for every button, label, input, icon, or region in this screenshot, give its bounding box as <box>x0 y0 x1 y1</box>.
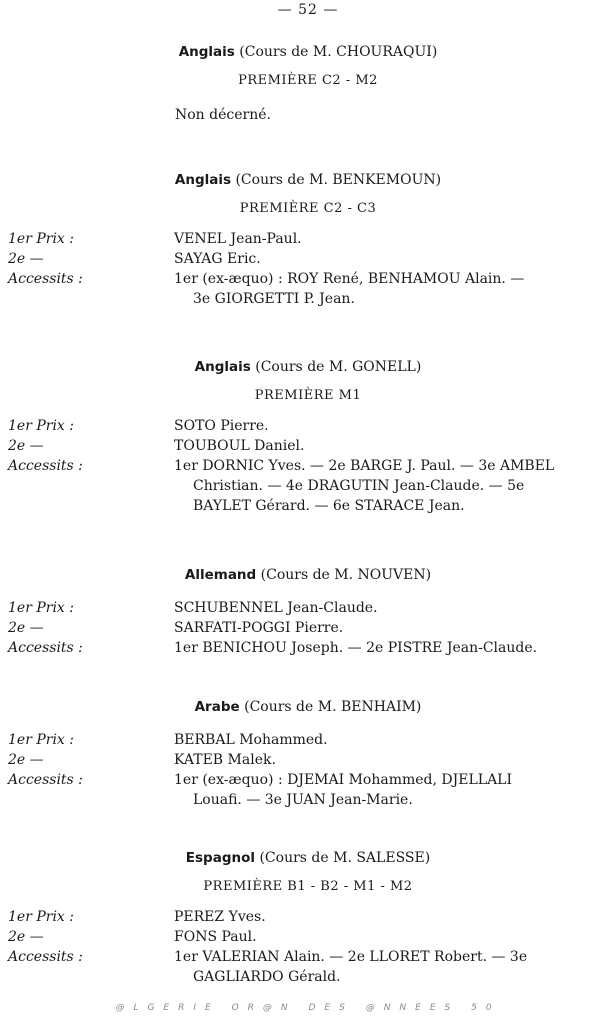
award-row <box>0 598 616 618</box>
award-row <box>0 456 616 476</box>
teacher-name: (Cours de M. BENHAIM) <box>239 699 422 715</box>
section-heading <box>0 170 616 190</box>
subject-name: Anglais <box>178 44 235 60</box>
section-heading <box>0 697 616 717</box>
class-title: PREMIÈRE B1 - B2 - M1 - M2 <box>203 879 413 894</box>
award-value: BAYLET Gérard. — 6e STARACE Jean. <box>193 498 465 514</box>
awards-list <box>0 229 616 309</box>
award-label: Accessits : <box>8 772 83 788</box>
class-title: PREMIÈRE C2 - C3 <box>239 201 377 216</box>
awards-list <box>0 730 616 810</box>
section-espagnol-salesse <box>0 848 616 987</box>
awards-list <box>0 416 616 516</box>
award-value: FONS Paul. <box>174 929 257 945</box>
section-heading <box>0 42 616 62</box>
award-value: SOTO Pierre. <box>174 418 269 434</box>
award-row <box>0 770 616 790</box>
section-anglais-benkemoun <box>0 170 616 309</box>
awards-list <box>0 907 616 987</box>
award-row <box>0 750 616 770</box>
page-number: — 52 — <box>277 2 339 18</box>
award-label: 2e — <box>8 752 44 768</box>
class-title: PREMIÈRE M1 <box>254 388 362 403</box>
award-label: 2e — <box>8 929 44 945</box>
class-title: PREMIÈRE C2 - M2 <box>238 73 378 88</box>
teacher-name: (Cours de M. CHOURAQUI) <box>234 44 438 60</box>
section-heading <box>0 848 616 868</box>
award-value: KATEB Malek. <box>174 752 276 768</box>
award-label: 1er Prix : <box>8 600 74 616</box>
award-value: 3e GIORGETTI P. Jean. <box>193 291 355 307</box>
award-row <box>0 269 616 289</box>
award-row-continuation <box>0 967 616 987</box>
teacher-name: (Cours de M. SALESSE) <box>255 850 431 866</box>
award-row <box>0 249 616 269</box>
award-row <box>0 907 616 927</box>
section-anglais-gonell <box>0 357 616 516</box>
award-row-continuation <box>0 289 616 309</box>
award-label: 1er Prix : <box>8 732 74 748</box>
award-value: TOUBOUL Daniel. <box>174 438 305 454</box>
award-label: Accessits : <box>8 640 83 656</box>
award-row <box>0 927 616 947</box>
award-label: 1er Prix : <box>8 418 74 434</box>
award-label: Accessits : <box>8 271 83 287</box>
teacher-name: (Cours de M. NOUVEN) <box>256 567 432 583</box>
subject-name: Anglais <box>174 172 232 188</box>
teacher-name: (Cours de M. GONELL) <box>250 359 422 375</box>
award-value: BERBAL Mohammed. <box>174 732 328 748</box>
award-value: GAGLIARDO Gérald. <box>193 969 341 985</box>
teacher-name: (Cours de M. BENKEMOUN) <box>231 172 442 188</box>
section-anglais-chouraqui <box>0 42 616 125</box>
award-row <box>0 436 616 456</box>
award-row <box>0 638 616 658</box>
award-label: 1er Prix : <box>8 231 74 247</box>
awards-list <box>0 598 616 658</box>
award-label: Accessits : <box>8 949 83 965</box>
award-value: SCHUBENNEL Jean-Claude. <box>174 600 378 616</box>
award-row-continuation <box>0 476 616 496</box>
award-row <box>0 730 616 750</box>
award-row <box>0 947 616 967</box>
award-value: 1er (ex-æquo) : ROY René, BENHAMOU Alain. — <box>174 271 525 287</box>
award-row-continuation <box>0 790 616 810</box>
award-value: Louafi. — 3e JUAN Jean-Marie. <box>193 792 413 808</box>
award-value: SAYAG Eric. <box>174 251 261 267</box>
award-value: 1er DORNIC Yves. — 2e BARGE J. Paul. — 3e AMBEL <box>174 458 555 474</box>
section-heading <box>0 357 616 377</box>
award-value: VENEL Jean-Paul. <box>174 231 302 247</box>
award-row <box>0 416 616 436</box>
award-label: 2e — <box>8 438 44 454</box>
award-value: SARFATI-POGGI Pierre. <box>174 620 344 636</box>
subject-name: Allemand <box>184 567 257 583</box>
award-value: Christian. — 4e DRAGUTIN Jean-Claude. — 5e <box>193 478 525 494</box>
section-arabe-benhaim <box>0 697 616 810</box>
section-heading <box>0 565 616 585</box>
not-awarded-note: Non décerné. <box>175 107 271 123</box>
award-value: 1er BENICHOU Joseph. — 2e PISTRE Jean-Claude. <box>174 640 538 656</box>
award-value: PEREZ Yves. <box>174 909 266 925</box>
subject-name: Anglais <box>194 359 251 375</box>
watermark-text: @LGERIE OR@N DES @NNEES 50 <box>115 1003 501 1013</box>
award-row <box>0 618 616 638</box>
award-row-continuation <box>0 496 616 516</box>
award-label: 1er Prix : <box>8 909 74 925</box>
subject-name: Espagnol <box>185 850 256 866</box>
award-label: 2e — <box>8 620 44 636</box>
award-row <box>0 229 616 249</box>
subject-name: Arabe <box>194 699 240 715</box>
section-allemand-nouven <box>0 565 616 658</box>
award-value: 1er VALERIAN Alain. — 2e LLORET Robert. — 3e <box>174 949 528 965</box>
award-label: 2e — <box>8 251 44 267</box>
award-value: 1er (ex-æquo) : DJEMAI Mohammed, DJELLALI <box>174 772 513 788</box>
award-label: Accessits : <box>8 458 83 474</box>
